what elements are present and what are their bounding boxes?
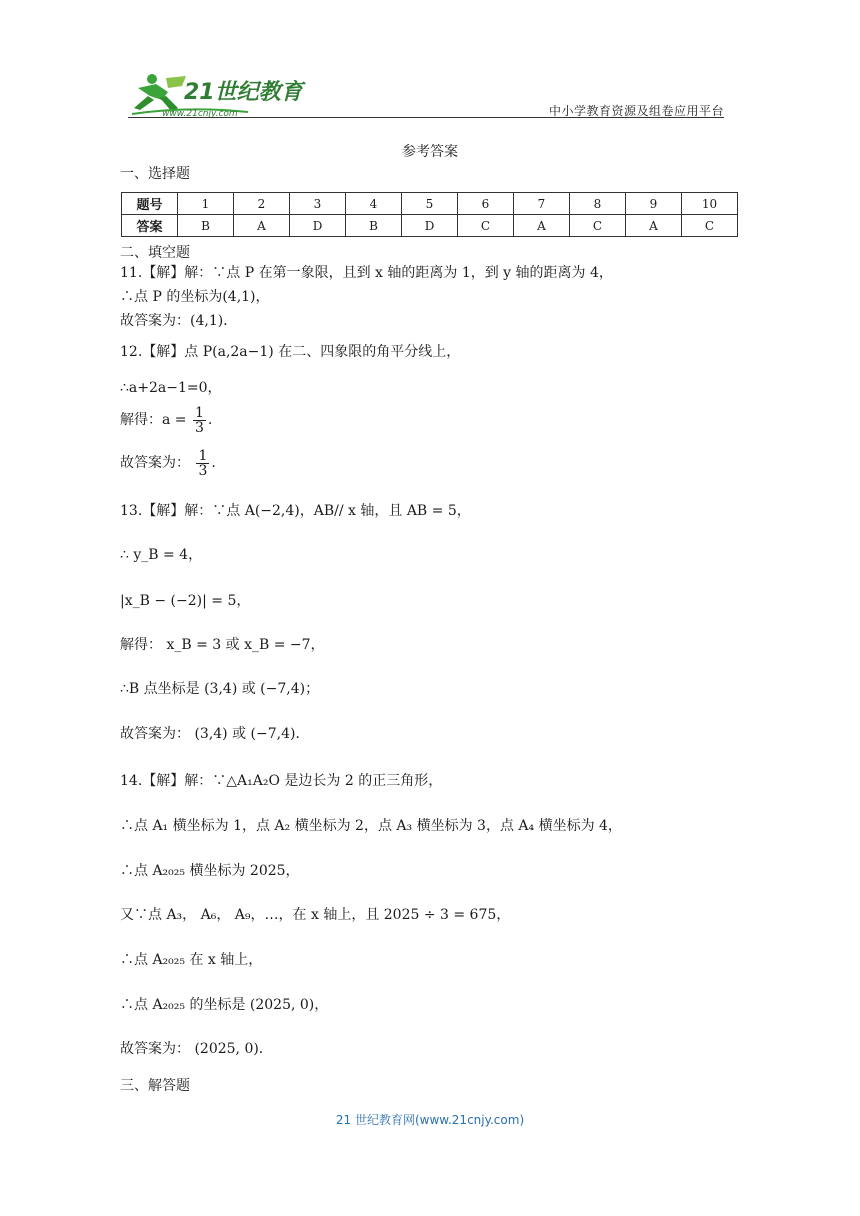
logo-21cnjy	[128, 66, 318, 118]
table-cell: 6	[458, 193, 514, 215]
answer-table	[121, 192, 738, 237]
solution-line	[120, 448, 216, 478]
solution-line: ∴点 A₂₀₂₅ 横坐标为 2025，	[120, 863, 300, 879]
fraction	[193, 406, 206, 435]
table-row-answers	[122, 215, 738, 237]
table-cell: 8	[570, 193, 626, 215]
fraction-numerator: 1	[198, 447, 208, 464]
table-cell: 2	[234, 193, 290, 215]
table-cell: 1	[178, 193, 234, 215]
table-cell: A	[234, 215, 290, 237]
table-cell: D	[402, 215, 458, 237]
solution-line: ∴点 P 的坐标为(4,1)，	[120, 289, 270, 305]
table-cell: A	[514, 215, 570, 237]
solution-line: ∴点 A₁ 横坐标为 1，点 A₂ 横坐标为 2，点 A₃ 横坐标为 3，点 A₄ 横坐标为 4，	[120, 818, 622, 834]
solution-line: 又∵点 A₃， A₆， A₉，…，在 x 轴上，且 2025 ÷ 3 = 675，	[120, 907, 511, 923]
solution-line: 12.【解】点 P(a,2a−1) 在二、四象限的角平分线上，	[120, 344, 461, 360]
fraction-denominator: 3	[194, 419, 204, 436]
line-text: .	[211, 455, 216, 471]
table-cell: C	[458, 215, 514, 237]
solution-line: ∴点 A₂₀₂₅ 的坐标是 (2025, 0)，	[120, 997, 329, 1013]
table-cell: C	[570, 215, 626, 237]
logo-text: 21世纪教育	[184, 80, 303, 105]
solution-line: 故答案为： (2025, 0)．	[120, 1041, 273, 1057]
page-title: 参考答案	[402, 144, 458, 160]
page-header	[128, 66, 724, 118]
table-row-numbers	[122, 193, 738, 215]
section-fill-blank: 二、填空题	[120, 245, 190, 261]
header-divider	[128, 117, 724, 118]
table-cell: 10	[682, 193, 738, 215]
solution-line: 故答案为：(4,1)．	[120, 313, 238, 329]
table-cell: B	[346, 215, 402, 237]
table-cell: 5	[402, 193, 458, 215]
fraction-numerator: 1	[194, 404, 204, 421]
table-cell: 3	[290, 193, 346, 215]
table-cell: 9	[626, 193, 682, 215]
solution-line: 13.【解】解：∵点 A(−2,4)，AB// x 轴，且 AB = 5，	[120, 503, 471, 519]
logo-url: www.21cnjy.com	[162, 109, 238, 118]
solution-line: |x_B − (−2)| = 5，	[120, 593, 251, 609]
page-footer: 21 世纪教育网(www.21cnjy.com)	[335, 1113, 525, 1127]
solution-line	[120, 405, 212, 435]
table-cell: D	[290, 215, 346, 237]
table-cell: B	[178, 215, 234, 237]
table-header-number: 题号	[122, 193, 178, 215]
solution-line: ∴点 A₂₀₂₅ 在 x 轴上，	[120, 952, 263, 968]
solution-line: ∴B 点坐标是 (3,4) 或 (−7,4)；	[120, 681, 320, 697]
section-choice: 一、选择题	[120, 166, 190, 182]
solution-line: ∴a+2a−1=0，	[120, 380, 222, 396]
platform-name: 中小学教育资源及组卷应用平台	[548, 104, 724, 118]
table-cell: C	[682, 215, 738, 237]
fraction	[196, 449, 209, 478]
table-cell: 7	[514, 193, 570, 215]
solution-line: 故答案为： (3,4) 或 (−7,4)．	[120, 726, 310, 742]
solution-line: 14.【解】解：∵△A₁A₂O 是边长为 2 的正三角形，	[120, 773, 443, 789]
solution-line: 解得： x_B = 3 或 x_B = −7，	[120, 637, 325, 653]
line-text: 故答案为：	[120, 455, 190, 471]
table-header-answer: 答案	[122, 215, 178, 237]
solution-line: 11.【解】解：∵点 P 在第一象限，且到 x 轴的距离为 1，到 y 轴的距离为 4，	[120, 265, 613, 281]
line-text: .	[207, 412, 213, 428]
solution-line: ∴ y_B = 4，	[120, 547, 203, 563]
table-cell: 4	[346, 193, 402, 215]
fraction-denominator: 3	[198, 462, 208, 479]
line-text: 解得：a =	[120, 412, 187, 428]
table-cell: A	[626, 215, 682, 237]
section-solve: 三、解答题	[120, 1078, 190, 1094]
